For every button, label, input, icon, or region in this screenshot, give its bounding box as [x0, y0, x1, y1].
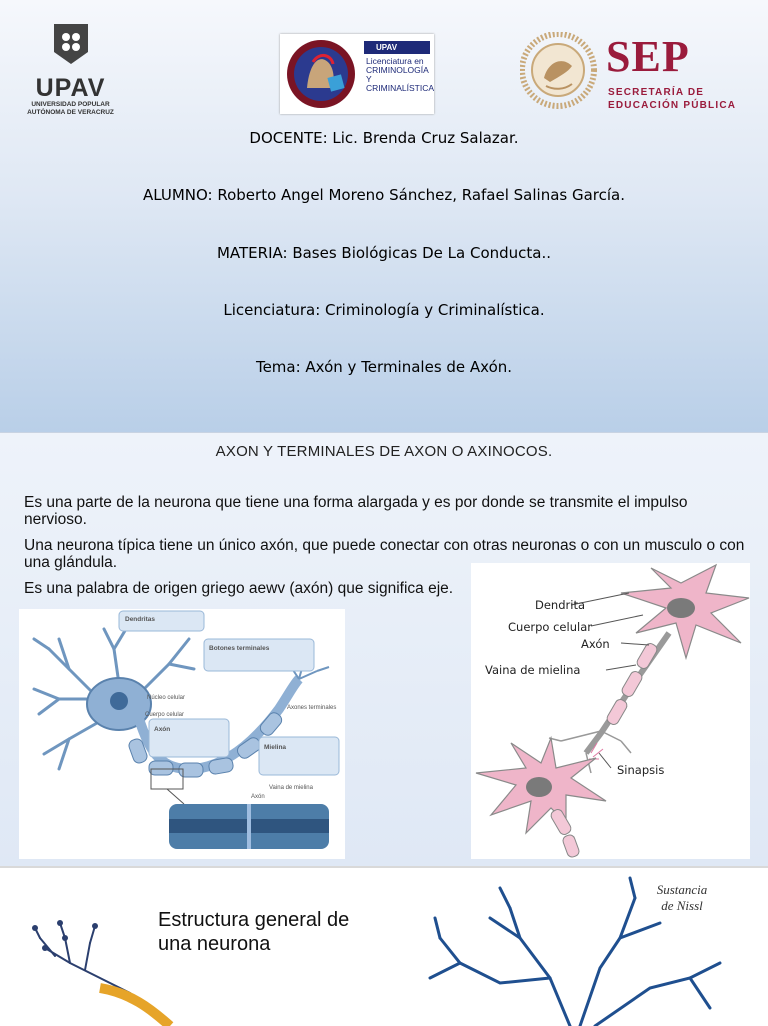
- label-botones: Botones terminales: [209, 645, 270, 652]
- neuron-diagram-blue: [19, 609, 345, 859]
- label-axon-small: Axón: [251, 794, 265, 800]
- upav-logo: [18, 22, 123, 117]
- label-cuerpo: Cuerpo celular: [145, 712, 185, 718]
- nissl-line2: de Nissl: [661, 898, 703, 913]
- neuron-illustration-pink: [471, 563, 750, 859]
- sep-logo-line1: SECRETARÍA DE: [608, 87, 705, 98]
- upav-logo-sub1: UNIVERSIDAD POPULAR: [31, 101, 110, 108]
- upav-logo-name: UPAV: [35, 74, 106, 102]
- tema-line: Tema: Axón y Terminales de Axón.: [255, 358, 513, 376]
- label-axon-pink: Axón: [581, 637, 610, 651]
- sep-logo-line2: EDUCACIÓN PÚBLICA: [608, 100, 737, 111]
- paragraph-3: Es una palabra de origen griego aewv (axón) que significa eje.: [24, 580, 454, 597]
- structure-title: [158, 908, 349, 956]
- crim-logo-tag: UPAV: [364, 41, 430, 54]
- criminology-program-logo: [280, 34, 434, 114]
- label-dendritas: Dendritas: [125, 616, 155, 623]
- alumno-line: ALUMNO: Roberto Angel Moreno Sánchez, Rafael Salinas García.: [142, 186, 626, 204]
- sep-logo: [520, 30, 756, 116]
- mexican-seal-icon: [520, 32, 600, 112]
- sep-logo-lines: [608, 86, 736, 112]
- neuron-diagram-pink: [471, 563, 750, 859]
- neuron-illustration-blue: [19, 609, 345, 859]
- upav-logo-sub2: AUTÓNOMA DE VERACRUZ: [27, 109, 114, 116]
- paragraph-2: Una neurona típica tiene un único axón, que puede conectar con otras neuronas o con un musculo o con una glándula.: [24, 537, 745, 571]
- paragraph-1: Es una parte de la neurona que tiene una forma alargada y es por donde se transmite el impulso nervioso.: [24, 494, 688, 528]
- licenciatura-line: Licenciatura: Criminología y Criminalística.: [223, 301, 545, 319]
- nissl-line1: Sustancia: [656, 882, 708, 897]
- crim-logo-text: [366, 56, 435, 93]
- upav-shield-icon: [52, 22, 90, 66]
- label-vaina-mielina: Vaina de mielina: [485, 663, 581, 677]
- label-axones-term: Axones terminales: [287, 705, 337, 711]
- criminology-emblem-icon: [283, 36, 363, 112]
- structure-title-line2: una neurona: [158, 933, 271, 955]
- crim-logo-line1: Licenciatura en: [366, 56, 424, 66]
- docente-line: DOCENTE: Lic. Brenda Cruz Salazar.: [249, 129, 519, 147]
- label-axon: Axón: [154, 726, 171, 733]
- materia-line: MATERIA: Bases Biológicas De La Conducta..: [216, 244, 552, 262]
- label-sinapsis: Sinapsis: [617, 763, 665, 777]
- slide-title: AXON Y TERMINALES DE AXON O AXINOCOS.: [215, 443, 553, 460]
- structure-title-line1: Estructura general de: [158, 909, 350, 931]
- crim-logo-line3: CRIMINALÍSTICA: [366, 83, 435, 93]
- axon-slide: [0, 432, 768, 867]
- structure-slide: [0, 866, 768, 1026]
- label-cuerpo-celular: Cuerpo celular: [508, 620, 592, 634]
- label-mielina: Mielina: [264, 744, 287, 751]
- label-nucleo: Núcleo celular: [147, 695, 186, 701]
- sep-logo-name: SEP: [606, 32, 690, 81]
- cover-slide: [0, 0, 768, 432]
- label-dendrita: Dendrita: [535, 598, 585, 612]
- label-vaina: Vaina de mielina: [269, 785, 313, 791]
- nissl-label: [645, 882, 719, 914]
- crim-logo-line2: CRIMINOLOGÍA Y: [366, 65, 429, 84]
